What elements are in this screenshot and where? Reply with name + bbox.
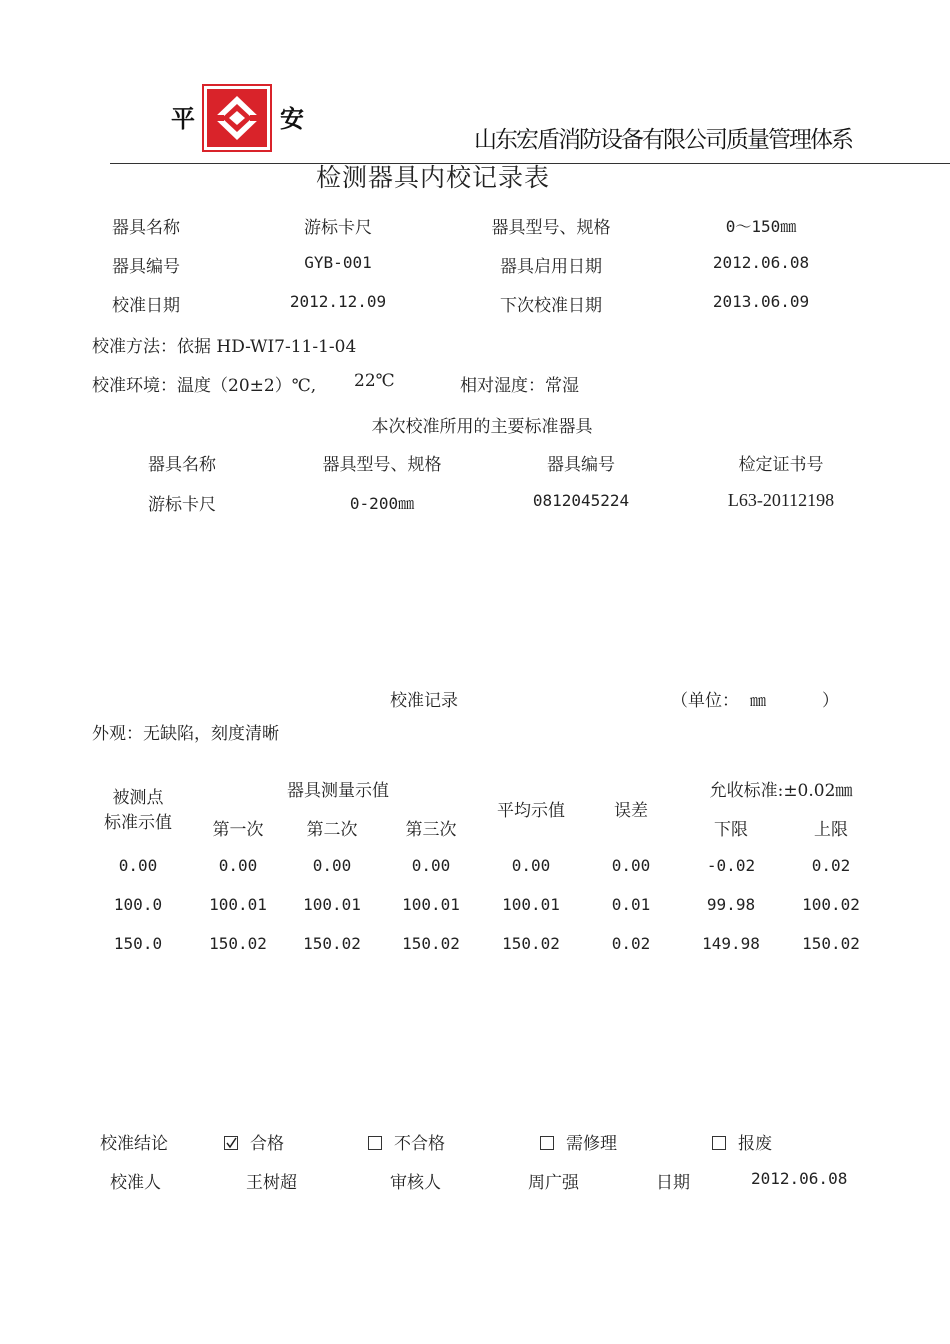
next-calibration-label: 下次校准日期: [500, 296, 602, 316]
instrument-model-label: 器具型号、规格: [491, 218, 611, 238]
cell-lower: 99.98: [706, 895, 756, 914]
cell-first: 150.02: [209, 934, 267, 953]
calibrator-name: 王树超: [246, 1173, 297, 1193]
next-calibration-value: 2013.06.09: [712, 292, 810, 311]
conclusion-option-pass[interactable]: [224, 1129, 284, 1154]
instrument-id-value: GYB-001: [304, 253, 372, 272]
checkbox-checked-icon[interactable]: [224, 1136, 238, 1150]
col-header-measure: 器具测量示值: [287, 781, 389, 801]
instrument-model-value: 0～150㎜: [725, 217, 797, 236]
cell-lower: -0.02: [706, 856, 756, 875]
signoff-date-value: 2012.06.08: [751, 1169, 848, 1188]
calibration-date-label: 校准日期: [112, 296, 180, 316]
cell-average: 150.02: [502, 934, 560, 953]
conclusion-option-label: 报废: [738, 1134, 772, 1154]
cell-average: 0.00: [511, 856, 551, 875]
start-date-value: 2012.06.08: [712, 253, 810, 272]
standards-header-id: 器具编号: [547, 455, 615, 475]
col-header-second: 第二次: [306, 820, 358, 840]
cell-upper: 0.02: [811, 856, 851, 875]
col-header-upper: 上限: [814, 820, 848, 840]
signoff-date-label: 日期: [656, 1173, 690, 1193]
conclusion-option-scrap[interactable]: [712, 1129, 772, 1154]
cell-upper: 100.02: [802, 895, 860, 914]
cell-upper: 150.02: [802, 934, 860, 953]
conclusion-option-label: 合格: [250, 1134, 284, 1154]
checkbox-icon[interactable]: [368, 1136, 382, 1150]
logo-char-right: 安: [280, 105, 304, 133]
cell-error: 0.01: [611, 895, 651, 914]
logo-char-left: 平: [171, 105, 195, 133]
start-date-label: 器具启用日期: [500, 257, 602, 277]
conclusion-option-label: 不合格: [394, 1134, 445, 1154]
environment-humidity: 相对湿度：常湿: [460, 376, 579, 396]
environment-temperature-value: 22℃: [354, 371, 395, 391]
cell-third: 100.01: [402, 895, 460, 914]
cell-average: 100.01: [502, 895, 560, 914]
instrument-name-value: 游标卡尺: [304, 218, 372, 238]
col-header-tolerance: 允收标准:±0.02㎜: [709, 781, 853, 801]
cell-third: 0.00: [411, 856, 451, 875]
calibration-method: 校准方法：依据 HD-WI7-11-1-04: [92, 337, 357, 357]
col-header-lower: 下限: [714, 820, 748, 840]
company-name: 山东宏盾消防设备有限公司质量管理体系: [474, 127, 852, 153]
col-header-first: 第一次: [212, 820, 264, 840]
company-logo-icon: [202, 84, 272, 152]
col-header-third: 第三次: [405, 820, 457, 840]
cell-lower: 149.98: [702, 934, 760, 953]
cell-second: 0.00: [312, 856, 352, 875]
col-header-point-2: 标准示值: [104, 813, 172, 833]
col-header-error: 误差: [614, 801, 648, 821]
calibrator-label: 校准人: [110, 1173, 161, 1193]
calibration-date-value: 2012.12.09: [289, 292, 387, 311]
record-unit-close: ）: [822, 691, 839, 711]
environment-temperature: 校准环境：温度（20±2）℃,: [92, 376, 317, 396]
instrument-id-label: 器具编号: [112, 257, 180, 277]
standards-header-cert: 检定证书号: [738, 455, 824, 475]
conclusion-label: 校准结论: [100, 1134, 168, 1154]
cell-point: 100.0: [113, 895, 163, 914]
standards-row-model: 0-200㎜: [349, 494, 415, 513]
conclusion-option-repair[interactable]: [540, 1129, 617, 1154]
standards-row-id: 0812045224: [532, 491, 630, 510]
col-header-point-1: 被测点: [112, 788, 164, 808]
conclusion-option-label: 需修理: [566, 1134, 617, 1154]
standards-row-name: 游标卡尺: [148, 495, 216, 515]
page-title: 检测器具内校记录表: [316, 163, 551, 192]
record-unit-open: （单位：: [671, 691, 739, 711]
standards-header-model: 器具型号、规格: [322, 455, 442, 475]
cell-third: 150.02: [402, 934, 460, 953]
conclusion-option-fail[interactable]: [368, 1129, 445, 1154]
standards-row-cert: L63-20112198: [727, 490, 835, 510]
reviewer-label: 审核人: [390, 1173, 441, 1193]
cell-point: 150.0: [113, 934, 163, 953]
record-unit: ㎜: [750, 691, 767, 710]
checkbox-icon[interactable]: [540, 1136, 554, 1150]
col-header-average: 平均示值: [497, 801, 565, 821]
record-heading: 校准记录: [390, 691, 458, 711]
cell-first: 100.01: [209, 895, 267, 914]
cell-point: 0.00: [118, 856, 158, 875]
cell-first: 0.00: [218, 856, 258, 875]
checkbox-icon[interactable]: [712, 1136, 726, 1150]
instrument-name-label: 器具名称: [112, 218, 180, 238]
cell-second: 100.01: [303, 895, 361, 914]
appearance-note: 外观：无缺陷，刻度清晰: [92, 724, 279, 744]
cell-second: 150.02: [303, 934, 361, 953]
reviewer-name: 周广强: [528, 1173, 579, 1193]
cell-error: 0.00: [611, 856, 651, 875]
cell-error: 0.02: [611, 934, 651, 953]
standards-header-name: 器具名称: [148, 455, 216, 475]
standards-heading: 本次校准所用的主要标准器具: [371, 417, 593, 437]
